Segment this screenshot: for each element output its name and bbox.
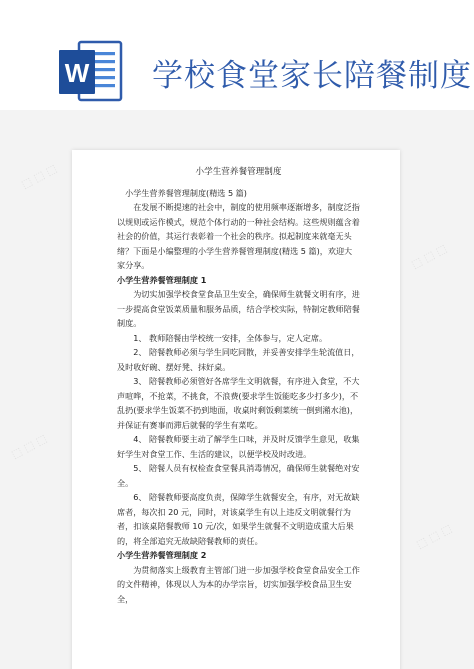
document-page: [72, 150, 400, 669]
paragraph: 为切实加强学校食堂食品卫生安全，确保师生就餐文明有序，进一步提高食堂饭菜质量和服务品质，结合学校实际，特制定教师陪餐制度。: [117, 289, 360, 328]
paragraph: 为贯彻落实上级教育主管部门进一步加强学校食堂食品安全工作的文件精神，体现以人为本的办学宗旨，切实加强学校食品卫生安全，: [117, 564, 360, 604]
watermark: ⬚ ⬚ ⬚: [9, 431, 50, 462]
watermark: ⬚ ⬚ ⬚: [19, 161, 60, 192]
paragraph: 3、 陪餐教师必须管好各席学生文明就餐，有序进入食堂，不大声喧哗，不抢菜，不挑食，不浪费(要求学生饭能吃多少打多少)，不乱扔(要求学生饭菜不扔到地面，收桌时剩饭剩菜统一倒到潲水池)，并保证有赛事而滞后就餐的学生有菜吃。: [117, 376, 360, 430]
section-heading: 小学生营养餐管理制度 1: [117, 274, 207, 285]
watermark: ⬚ ⬚ ⬚: [409, 241, 450, 272]
preview-stage: [0, 110, 474, 669]
document-title: 小学生营养餐管理制度: [195, 167, 282, 177]
watermark: ⬚ ⬚ ⬚: [414, 521, 455, 552]
word-icon-letter: W: [64, 58, 90, 88]
paragraph: 5、 陪餐人员有权检查食堂餐具消毒情况，确保师生就餐绝对安全。: [117, 463, 360, 488]
paragraph: 在发展不断提速的社会中，制度的使用频率逐渐增多，制度泛指以规则或运作模式，规范个体行动的一种社会结构。这些规则蕴含着社会的价值，其运行表彰着一个社会的秩序。拟起制度来就毫无头绪？下面是小编整理的小学生营养餐管理制度(精选 5 篇)，欢迎大家分享。: [117, 202, 360, 270]
paragraph: 小学生营养餐管理制度(精选 5 篇): [125, 187, 247, 198]
section-heading: 小学生营养餐管理制度 2: [117, 550, 207, 560]
paragraph: 1、 教师陪餐由学校统一安排，全体参与，定人定席。: [133, 332, 328, 343]
paragraph: 4、 陪餐教师要主动了解学生口味，并及时反馈学生意见，收集好学生对食堂工作、生活的建议，以便学校及时改进。: [117, 434, 360, 459]
document-body: [117, 186, 360, 607]
paragraph: 6、 陪餐教师要高度负责，保障学生就餐安全，有序，对无故缺席者，每次扣 20 元，同时，对该桌学生有以上违反文明就餐行为者，扣该桌陪餐教师 10 元/次，如果学生就餐不文明造成重大后果的，将全部追究无故缺陪餐教师的责任。: [117, 492, 360, 546]
header-banner: [0, 0, 474, 110]
banner-title: 学校食堂家长陪餐制度: [152, 58, 472, 94]
paragraph: 2、 陪餐教师必须与学生同吃同散，并妥善安排学生轮流值日，及时收好碗、摆好凳、抹好桌。: [117, 347, 360, 372]
word-document-icon: [57, 38, 125, 106]
